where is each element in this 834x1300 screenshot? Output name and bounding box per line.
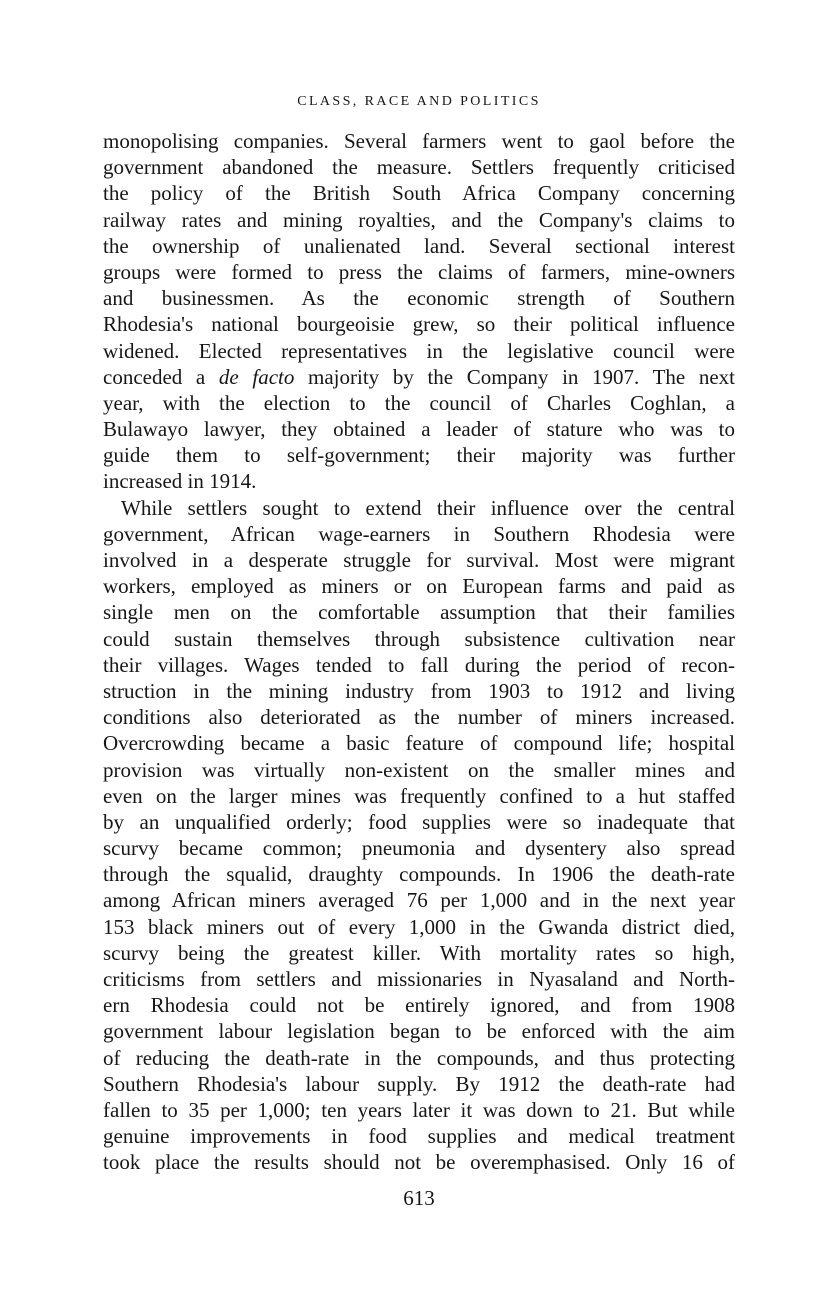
text-line: year, with the election to the council of Charles Coghlan, a (103, 390, 735, 415)
text-line: single men on the comfortable assumption that their families (103, 600, 735, 625)
text-line: While settlers sought to extend their influence over the central (121, 495, 735, 520)
text-line: of reducing the death-rate in the compounds, and thus protecting (103, 1045, 735, 1070)
paragraph-2 (103, 495, 735, 1176)
text-line: railway rates and mining royalties, and the Company's claims to (103, 207, 735, 232)
text-line: widened. Elected representatives in the legislative council were (103, 338, 735, 363)
text-line: government, African wage-earners in Southern Rhodesia were (103, 521, 735, 546)
text-line: and businessmen. As the economic strength of Southern (103, 286, 735, 311)
text-line: monopolising companies. Several farmers went to gaol before the (103, 129, 735, 153)
text-line: scurvy being the greatest killer. With mortality rates so high, (103, 940, 735, 965)
text-line: took place the results should not be overemphasised. Only 16 of (103, 1150, 735, 1175)
text-line: the policy of the British South Africa Company concerning (103, 181, 735, 206)
text-line: Overcrowding became a basic feature of compound life; hospital (103, 731, 735, 756)
text-line: could sustain themselves through subsistence cultivation near (103, 626, 735, 651)
running-head: CLASS, RACE AND POLITICS (297, 94, 541, 109)
text-line: involved in a desperate struggle for survival. Most were migrant (103, 548, 735, 572)
text-line: government abandoned the measure. Settlers frequently criticised (103, 155, 735, 180)
text-line: workers, employed as miners or on European farms and paid as (103, 574, 735, 599)
text-line-defacto (103, 364, 735, 390)
text-line: guide them to self-government; their majority was further (103, 443, 735, 468)
text-line: the ownership of unalienated land. Several sectional interest (103, 233, 735, 258)
text-line: among African miners averaged 76 per 1,000 and in the next year (103, 888, 735, 913)
text-line: struction in the mining industry from 1903 to 1912 and living (103, 678, 735, 703)
text-line: criticisms from settlers and missionaries in Nyasaland and North- (103, 967, 735, 991)
text-line: ern Rhodesia could not be entirely ignored, and from 1908 (103, 993, 735, 1018)
text-line: genuine improvements in food supplies and medical treatment (103, 1124, 735, 1149)
body-text (103, 128, 735, 1176)
text-line: fallen to 35 per 1,000; ten years later it was down to 21. But while (103, 1097, 735, 1122)
text-line: increased in 1914. (103, 469, 257, 494)
text-line: by an unqualified orderly; food supplies were so inadequate that (103, 809, 735, 834)
text-line: groups were formed to press the claims of farmers, mine-owners (103, 259, 735, 284)
text-line: provision was virtually non-existent on the smaller mines and (103, 757, 735, 782)
italic-term: de facto (218, 364, 295, 389)
page-number: 613 (403, 1186, 435, 1210)
text-run: conceded a (103, 364, 219, 389)
text-line: even on the larger mines was frequently confined to a hut staffed (103, 783, 735, 808)
text-line: through the squalid, draughty compounds. In 1906 the death-rate (103, 862, 735, 887)
text-line: Southern Rhodesia's labour supply. By 1912 the death-rate had (103, 1071, 735, 1096)
text-line: government labour legislation began to be enforced with the aim (103, 1019, 735, 1044)
text-line: Rhodesia's national bourgeoisie grew, so their political influence (103, 312, 735, 337)
text-line: conditions also deteriorated as the number of miners increased. (103, 705, 735, 730)
text-line: scurvy became common; pneumonia and dysentery also spread (103, 836, 735, 861)
paragraph-1 (103, 128, 735, 495)
book-page (103, 0, 735, 1300)
text-line: their villages. Wages tended to fall during the period of recon- (103, 652, 735, 677)
text-run: majority by the Company in 1907. The next (294, 364, 735, 389)
text-line: Bulawayo lawyer, they obtained a leader of stature who was to (103, 417, 735, 442)
text-line: 153 black miners out of every 1,000 in the Gwanda district died, (103, 914, 735, 939)
